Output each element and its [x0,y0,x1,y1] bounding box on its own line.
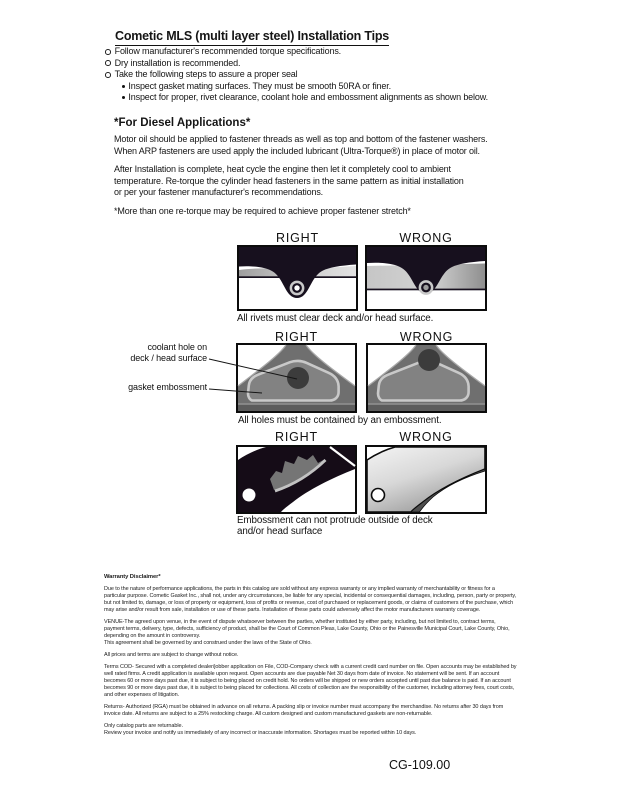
right-label: RIGHT [275,430,318,444]
page-title: Cometic MLS (multi layer steel) Installation Tips [115,29,389,46]
paragraph-line: Motor oil should be applied to fastener threads as well as top and bottom of the fastener washers. [114,134,488,144]
circle-bullet-marker [105,72,111,78]
sub-bullet-text: Inspect for proper, rivet clearance, coolant hole and embossment alignments as shown below. [128,92,488,102]
list-item [122,81,488,93]
right-label: RIGHT [275,330,318,344]
disclaimer-paragraph: Terms COD- Secured with a completed dealer/jobber application on File, COD-Company check with a current credit card number on file. Open accounts may be established by well rated firms. A credit application is available upon request. Open accounts are due payable Net 30 days from date of invoice. No statement will be sent. If an account becomes 60 or more days past due, it is subject to being placed on credit hold. No orders will be shipped or new orders accepted until past due balance is paid. If an account becomes 90 or more days past due, it is subject to being placed for collections. All costs of collection are the responsibility of the customer, including attorney fees, court costs, and other expenses of litigation. [104,664,517,698]
callout-leader-lines [200,340,310,400]
row3-caption-line1: Embossment can not protrude outside of deck [237,515,433,526]
dot-bullet-marker [122,96,125,99]
row2-caption: All holes must be contained by an embossment. [238,415,442,426]
list-item [105,46,488,58]
rivet-wrong-diagram [365,245,487,311]
embossment-wrong-diagram [366,343,487,413]
dot-bullet-marker [122,85,125,88]
installation-tips-list [105,46,488,104]
bullet-text: Take the following steps to assure a proper seal [114,69,298,79]
disclaimer-paragraph: This agreement shall be governed by and construed under the laws of the State of Ohio. [104,640,312,646]
paragraph-line: After Installation is complete, heat cycle the engine then let it completely cool to ambient [114,164,451,174]
diesel-paragraph-2 [114,164,464,199]
bullet-text: Dry installation is recommended. [114,57,241,68]
row3-caption-line2: and/or head surface [237,526,323,537]
paragraph-line: or per your fastener manufacturer's recommendations. [114,187,324,197]
list-item [105,69,488,81]
deck-edge-wrong-diagram [365,445,487,514]
bolt-hole [372,489,385,502]
disclaimer-paragraph: Due to the nature of performance applications, the parts in this catalog are sold without any express warranty or any implied warranty of merchantability or fitness for a particular purpose. Cometic Gasket Inc., shall not, under any circumstances, be liable for any special, incidental or consequential damages, including, person, party or property, but not limited to, damage, or loss of property or equipment, loss of profits or revenue, cost of purchased or replacement goods, or claims of customers of the purchase, which may arise and/or result from sale, installation or use of these parts. Installation of these parts could adversely affect the motor manufacturers warranty coverage. [104,586,517,613]
wrong-label: WRONG [399,231,453,245]
list-item [122,92,488,104]
rivet-right-diagram [237,245,358,311]
disclaimer-paragraph: All prices and terms are subject to change without notice. [104,652,239,658]
warranty-disclaimer [104,574,517,737]
disclaimer-paragraph: Review your invoice and notify us immediately of any incorrect or inaccurate information. Shortages must be reported within 10 days. [104,730,417,736]
row1-caption: All rivets must clear deck and/or head surface. [237,313,434,324]
page-number: CG-109.00 [389,758,451,772]
coolant-hole-callout: coolant hole on deck / head surface [130,342,207,363]
disclaimer-paragraph: Returns- Authorized (RGA) must be obtained in advance on all returns. A packing slip or invoice number must accompany the merchandise. No returns after 30 days from invoice date. All returns are subject to a 25% restocking charge. All custom designed and custom manufactured gaskets are non-returnable. [104,704,504,717]
retorque-note: *More than one re-torque may be required to achieve proper fastener stretch* [114,206,411,216]
circle-bullet-marker [105,60,111,66]
gasket-embossment-callout: gasket embossment [128,382,207,392]
wrong-label: WRONG [399,430,453,444]
right-label: RIGHT [276,231,319,245]
wrong-label: WRONG [399,330,454,344]
deck-edge-right-diagram [236,445,357,514]
bolt-hole [243,489,256,502]
diesel-heading: *For Diesel Applications* [114,117,251,129]
disclaimer-paragraph: VENUE-The agreed upon venue, in the event of dispute whatsoever between the parties, whether instituted by either party, including, but not limited to, contract terms, payment terms, delivery, type, defects, sufficiency of product, shall be the Court of Common Pleas, Lake County, Ohio or the Painesville Municipal Court, Lake County, Ohio, depending on the amount in controversy. [104,619,510,639]
list-item [105,58,488,70]
disclaimer-paragraph: Only catalog parts are returnable. [104,723,183,729]
disclaimer-heading: Warranty Disclaimer* [104,574,161,580]
bullet-text: Follow manufacturer's recommended torque specifications. [114,46,342,56]
circle-bullet-marker [105,49,111,55]
paragraph-line: temperature. Re-torque the cylinder head fasteners in the same pattern as initial installation [114,175,464,186]
sub-bullet-text: Inspect gasket mating surfaces. They must be smooth 50RA or finer. [128,80,391,91]
paragraph-line: When ARP fasteners are used apply the included lubricant (Ultra-Torque®) in place of motor oil. [114,145,480,156]
diesel-paragraph-1 [114,134,488,157]
coolant-hole [418,349,440,371]
